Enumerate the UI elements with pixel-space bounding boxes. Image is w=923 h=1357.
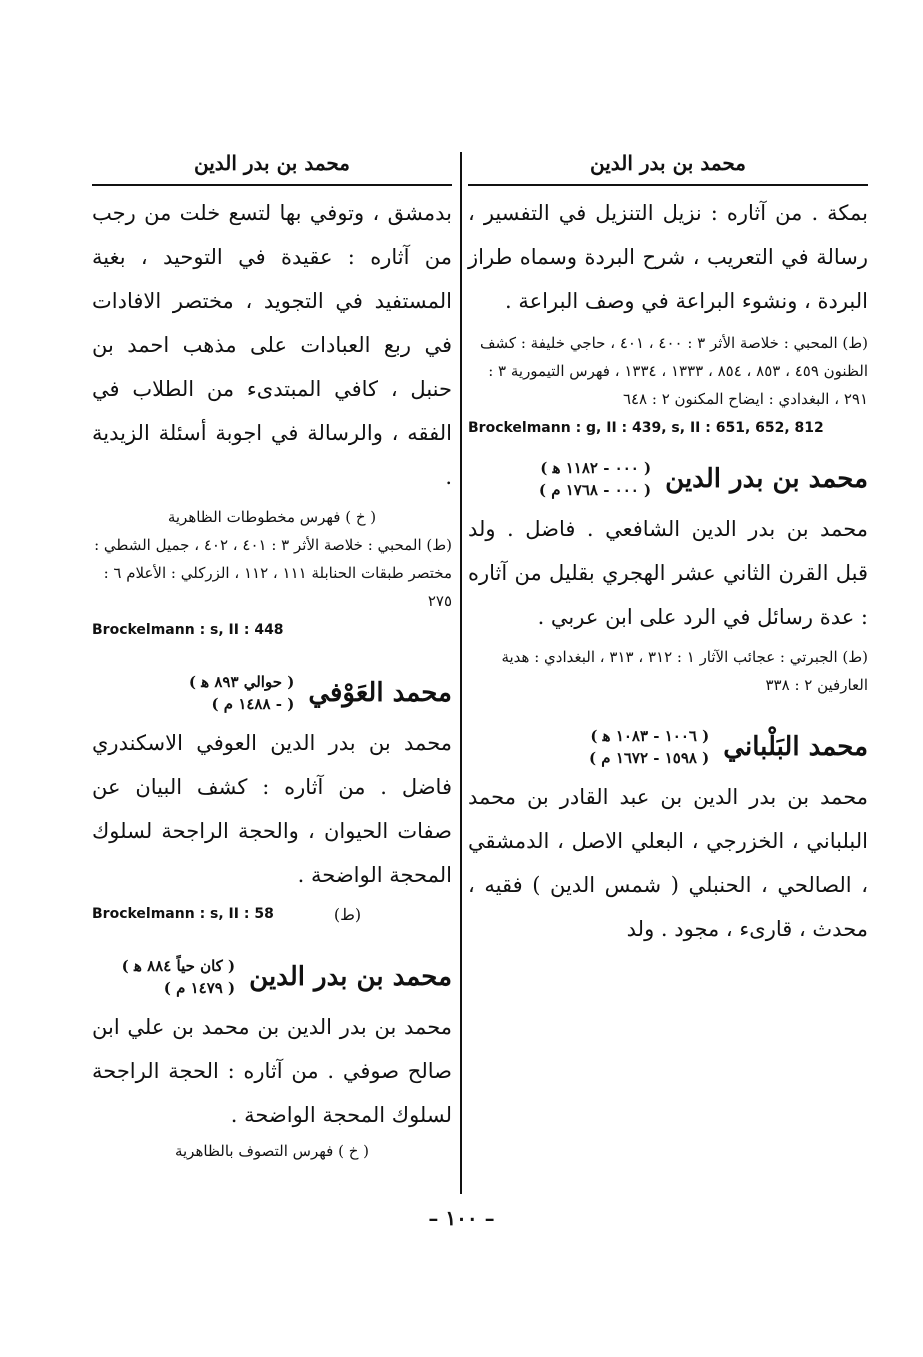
left-entry-2-note: (ط) xyxy=(333,904,362,924)
left-entry-3-manuscript-note: ( خ ) فهرس التصوف بالظاهرية xyxy=(174,1142,370,1160)
left-manuscript-note-1: ( خ ) فهرس مخطوطات الظاهرية xyxy=(167,508,377,526)
left-column xyxy=(92,145,452,1165)
right-entry-3-heading xyxy=(468,725,868,769)
column-divider xyxy=(460,152,462,1194)
dates-hijri: ( حوالي ٨٩٣ ﻫ ) xyxy=(188,673,295,691)
entry-name: محمد البَلْباني xyxy=(723,732,868,762)
right-entry-2-heading xyxy=(468,457,868,501)
left-sources-1: (ط) المحبي : خلاصة الأثر ٣ : ٤٠١ ، ٤٠٢ ، جميل الشطي : مختصر طبقات الحنابلة ١١١ ، ١١٢ ، الزركلي : الأعلام ٦ : ٢٧٥ xyxy=(94,536,452,610)
right-column xyxy=(468,145,868,951)
right-running-header: محمد بن بدر الدين xyxy=(589,151,747,175)
dates-gregorian: ( ١٤٧٩ م ) xyxy=(163,979,236,997)
right-entry-2-sources: (ط) الجبرتي : عجائب الآثار ١ : ٣١٢ ، ٣١٣ ، البغدادي : هدية العارفين ٢ : ٣٣٨ xyxy=(501,648,868,694)
left-brockelmann-1: Brockelmann : s, II : 448 xyxy=(92,622,284,638)
left-entry-2-refs xyxy=(92,903,452,925)
dates-gregorian: ( - ١٤٨٨ م ) xyxy=(211,695,295,713)
entry-dates xyxy=(539,457,651,501)
left-continuation-text: بدمشق ، وتوفي بها لتسع خلت من رجب من آثاره : عقيدة في التوحيد ، بغية المستفيد في التجويد ، مختصر الافادات في ربع العبادات على مذهب احمد بن حنبل ، كافي المبتدىء من الطلاب في الفقه ، والرسالة في اجوبة أسئلة الزيدية . xyxy=(92,201,452,489)
right-entry-3-text: محمد بن بدر الدين بن عبد القادر بن محمد البلباني ، الخزرجي ، البعلي الاصل ، الدمشقي ، الصالحي ، الحنبلي ( شمس الدين ) فقيه ، محدث ، قارىء ، مجود . ولد xyxy=(468,785,868,941)
entry-name: محمد بن بدر الدين xyxy=(665,464,868,494)
entry-name: محمد العَوْفي xyxy=(308,678,452,708)
entry-dates xyxy=(189,671,294,715)
dates-gregorian: ( ١٥٩٨ - ١٦٧٢ م ) xyxy=(588,749,710,767)
page-number: – ١٠٠ – xyxy=(428,1206,495,1230)
right-sources-1: (ط) المحبي : خلاصة الأثر ٣ : ٤٠٠ ، ٤٠١ ، حاجي خليفة : كشف الظنون ٤٥٩ ، ٨٥٣ ، ٨٥٤ ، ١٣٣٣ ، ١٣٣٤ ، فهرس التيمورية ٣ : ٢٩١ ، البغدادي : ايضاح المكنون ٢ : ٦٤٨ xyxy=(480,334,868,408)
left-entry-2-heading xyxy=(92,671,452,715)
entry-dates xyxy=(589,725,709,769)
left-entry-3-text: محمد بن بدر الدين بن محمد بن علي ابن صالح صوفي . من آثاره : الحجة الراجحة لسلوك المحجة الواضحة . xyxy=(92,1015,452,1127)
entry-name: محمد بن بدر الدين xyxy=(249,962,452,992)
dates-hijri: ( كان حياً ٨٨٤ ﻫ ) xyxy=(121,957,236,975)
dates-gregorian: ( ٠٠٠ - ١٧٦٨ م ) xyxy=(538,481,652,499)
left-entry-3-heading xyxy=(92,955,452,999)
dates-hijri: ( ٠٠٠ - ١١٨٢ ﻫ ) xyxy=(540,459,652,477)
right-brockelmann-1: Brockelmann : g, II : 439, s, II : 651, 652, 812 xyxy=(468,420,824,436)
right-entry-2-text: محمد بن بدر الدين الشافعي . فاضل . ولد قبل القرن الثاني عشر الهجري بقليل من آثاره : عدة رسائل في الرد على ابن عربي . xyxy=(468,517,868,629)
dates-hijri: ( ١٠٠٦ - ١٠٨٣ ﻫ ) xyxy=(590,727,710,745)
left-running-header: محمد بن بدر الدين xyxy=(193,151,351,175)
entry-dates xyxy=(122,955,236,999)
right-continuation-text: بمكة . من آثاره : نزيل التنزيل في التفسير ، رسالة في التعريب ، شرح البردة وسماه طراز البردة ، ونشوء البراعة في وصف البراعة . xyxy=(468,201,868,313)
left-entry-2-text: محمد بن بدر الدين العوفي الاسكندري فاضل . من آثاره : كشف البيان عن صفات الحيوان ، والحجة الراجحة لسلوك المحجة الواضحة . xyxy=(92,731,452,887)
left-brockelmann-2: Brockelmann : s, II : 58 xyxy=(92,906,274,922)
